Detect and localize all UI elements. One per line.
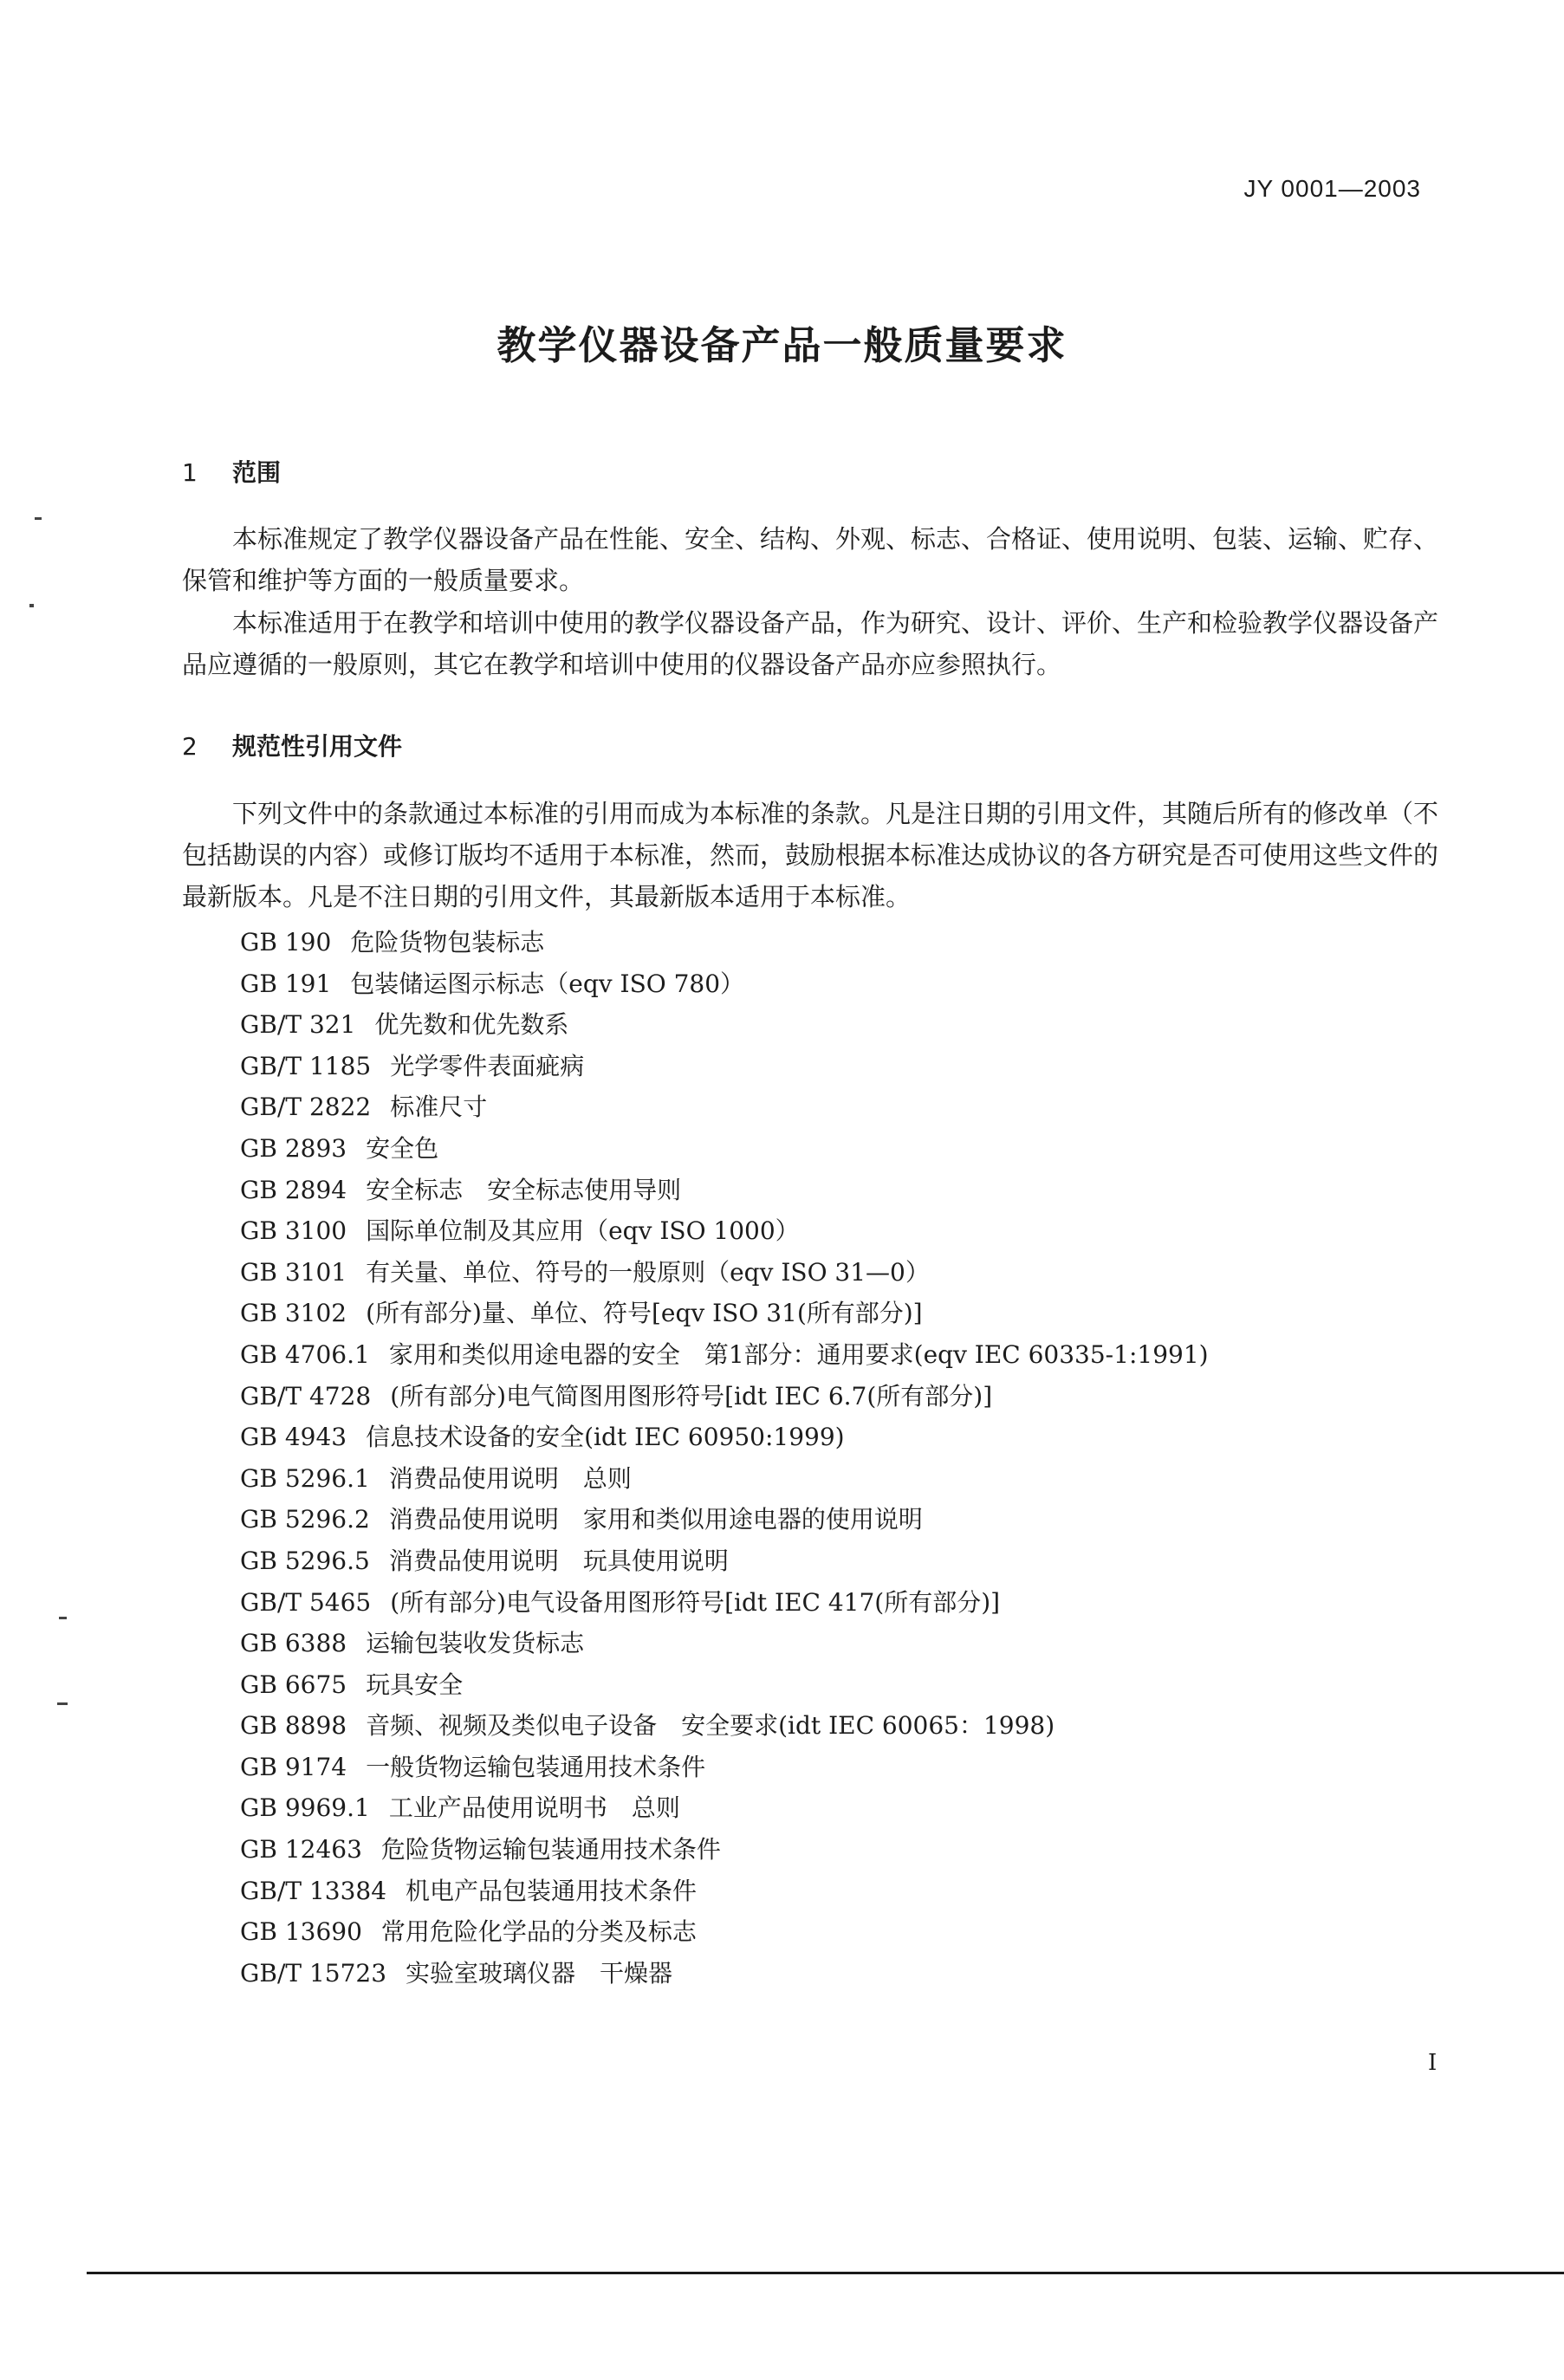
reference-code: GB/T 5465 [240,1587,372,1617]
reference-title: 消费品使用说明 总则 [388,1463,632,1493]
reference-code: GB/T 2822 [240,1093,372,1122]
normative-references-list [240,922,1209,1994]
list-item [240,1128,1209,1170]
reference-code: GB 3102 [240,1299,347,1328]
section-number: 2 [182,732,198,761]
reference-code: GB 6675 [240,1670,347,1699]
list-item [240,1458,1209,1500]
reference-code: GB 13690 [240,1917,362,1947]
reference-code: GB/T 1185 [240,1051,372,1080]
scan-mark [29,604,34,607]
reference-title: 一般货物运输包装通用技术条件 [366,1752,706,1781]
reference-code: GB 5296.1 [240,1463,370,1493]
reference-title: 机电产品包装通用技术条件 [406,1876,698,1905]
reference-title: (所有部分)量、单位、符号[eqv ISO 31(所有部分)] [366,1299,923,1328]
reference-code: GB 191 [240,969,332,998]
list-item [240,1046,1209,1087]
reference-code: GB 3101 [240,1257,347,1287]
reference-title: 包装储运图示标志（eqv ISO 780） [350,969,745,998]
list-item [240,1829,1209,1871]
reference-code: GB 12463 [240,1835,362,1864]
scope-paragraph-1: 本标准规定了教学仪器设备产品在性能、安全、结构、外观、标志、合格证、使用说明、包装、运输、贮存、保管和维护等方面的一般质量要求。 [182,524,1439,595]
list-item [240,1664,1209,1706]
section-2-heading [182,728,402,762]
list-item [240,922,1209,963]
reference-code: GB 8898 [240,1711,347,1741]
list-item [240,1417,1209,1458]
reference-code: GB/T 4728 [240,1381,372,1410]
reference-title: 家用和类似用途电器的安全 第1部分：通用要求(eqv IEC 60335-1:1991) [388,1339,1209,1369]
list-item [240,1170,1209,1211]
reference-code: GB 2894 [240,1175,347,1204]
list-item [240,1376,1209,1417]
reference-title: 光学零件表面疵病 [390,1051,585,1080]
list-item [240,1787,1209,1829]
list-item [240,1871,1209,1912]
scan-mark [57,1702,68,1705]
reference-code: GB 2893 [240,1133,347,1163]
reference-title: 实验室玻璃仪器 干燥器 [406,1958,673,1988]
list-item [240,1540,1209,1582]
list-item [240,1747,1209,1788]
reference-code: GB 3100 [240,1216,347,1246]
reference-title: 安全标志 安全标志使用导则 [366,1175,682,1204]
list-item [240,1705,1209,1747]
list-item [240,1499,1209,1540]
reference-title: 危险货物运输包装通用技术条件 [380,1835,721,1864]
reference-title: 音频、视频及类似电子设备 安全要求(idt IEC 60065：1998) [366,1711,1055,1741]
footer-divider [87,2272,1564,2274]
list-item [240,1953,1209,1994]
reference-title: 有关量、单位、符号的一般原则（eqv ISO 31—0） [366,1257,930,1287]
reference-title: 消费品使用说明 玩具使用说明 [388,1546,729,1575]
reference-title: 消费品使用说明 家用和类似用途电器的使用说明 [388,1505,923,1534]
list-item [240,1582,1209,1624]
section-number: 1 [182,458,198,487]
scope-paragraph-2: 本标准适用于在教学和培训中使用的教学仪器设备产品，作为研究、设计、评价、生产和检验教学仪器设备产品应遵循的一般原则，其它在教学和培训中使用的仪器设备产品亦应参照执行。 [182,608,1439,679]
reference-title: 常用危险化学品的分类及标志 [380,1917,697,1947]
list-item [240,1911,1209,1953]
scan-mark [59,1617,67,1619]
reference-title: (所有部分)电气设备用图形符号[idt IEC 417(所有部分)] [390,1587,1001,1617]
reference-title: 工业产品使用说明书 总则 [388,1793,680,1823]
reference-code: GB 5296.2 [240,1505,370,1534]
reference-code: GB 4943 [240,1423,347,1452]
reference-title: (所有部分)电气简图用图形符号[idt IEC 6.7(所有部分)] [390,1381,993,1410]
page-number: I [1428,2050,1437,2076]
reference-title: 危险货物包装标志 [350,928,545,957]
scan-mark [35,517,42,520]
reference-code: GB 190 [240,928,332,957]
list-item [240,1252,1209,1294]
reference-code: GB 6388 [240,1629,347,1658]
reference-title: 国际单位制及其应用（eqv ISO 1000） [366,1216,800,1246]
reference-code: GB/T 15723 [240,1958,387,1988]
list-item [240,1293,1209,1334]
reference-title: 运输包装收发货标志 [366,1629,585,1658]
section-title: 规范性引用文件 [232,732,403,761]
reference-code: GB/T 13384 [240,1876,387,1905]
section-1-heading [182,454,281,489]
reference-title: 安全色 [366,1133,439,1163]
references-intro-paragraph: 下列文件中的条款通过本标准的引用而成为本标准的条款。凡是注日期的引用文件，其随后所有的修改单（不包括勘误的内容）或修订版均不适用于本标准，然而，鼓励根据本标准达成协议的各方研究是否可使用这些文件的最新版本。凡是不注日期的引用文件，其最新版本适用于本标准。 [182,799,1439,911]
reference-code: GB 5296.5 [240,1546,370,1575]
reference-code: GB 9969.1 [240,1793,370,1823]
section-title: 范围 [232,458,282,487]
reference-title: 信息技术设备的安全(idt IEC 60950:1999) [366,1423,845,1452]
list-item [240,1623,1209,1664]
list-item [240,1210,1209,1252]
page-title: 教学仪器设备产品一般质量要求 [496,322,1068,368]
reference-code: GB/T 321 [240,1010,356,1040]
list-item [240,963,1209,1005]
standard-code: JY 0001—2003 [1243,175,1421,202]
list-item [240,1334,1209,1376]
reference-title: 玩具安全 [366,1670,464,1699]
reference-code: GB 4706.1 [240,1339,370,1369]
reference-title: 标准尺寸 [390,1093,488,1122]
list-item [240,1086,1209,1128]
reference-code: GB 9174 [240,1752,347,1781]
list-item [240,1004,1209,1046]
reference-title: 优先数和优先数系 [374,1010,569,1040]
